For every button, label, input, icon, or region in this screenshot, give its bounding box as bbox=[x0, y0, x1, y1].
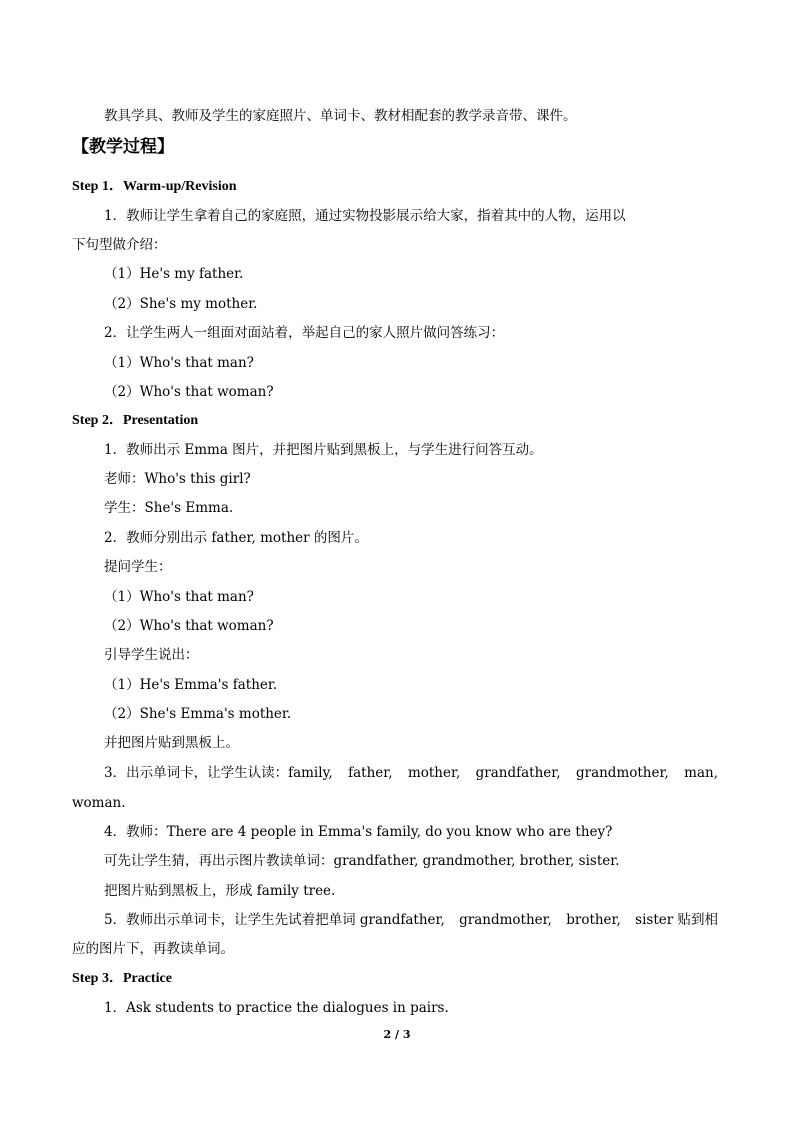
step1-question1: （1）Who's that man? bbox=[104, 355, 254, 371]
step2-item2: 2．教师分别出示 father, mother 的图片。 bbox=[104, 530, 368, 546]
step2-item5-cont: 应的图片下，再教读单词。 bbox=[72, 941, 234, 957]
step2-answer1: （1）He's Emma's father. bbox=[104, 677, 278, 693]
word: 5．教师出示单词卡，让学生先试着把单词 grandfather, bbox=[104, 912, 445, 928]
step1-item2: 2．让学生两人一组面对面站着，举起自己的家人照片做问答练习： bbox=[104, 325, 505, 341]
word: grandmother, bbox=[459, 912, 552, 928]
word: brother, bbox=[566, 912, 621, 928]
step2-item4-guess: 可先让学生猜，再出示图片教读单词：grandfather, grandmother, brother, sister. bbox=[104, 853, 620, 869]
step2-question2: （2）Who's that woman? bbox=[104, 618, 274, 634]
step2-item3 bbox=[104, 763, 718, 783]
word: grandmother, bbox=[575, 765, 669, 781]
step2-title: Step 2．Presentation bbox=[72, 413, 199, 428]
process-heading: 【教学过程】 bbox=[72, 137, 174, 157]
step2-item3-cont: woman. bbox=[72, 795, 126, 811]
step2-ask: 提问学生： bbox=[104, 559, 172, 575]
step2-item4: 4．教师：There are 4 people in Emma's family, do you know who are they? bbox=[104, 824, 613, 840]
step1-item1-cont: 下句型做介绍： bbox=[72, 237, 167, 253]
step1-item1: 1．教师让学生拿着自己的家庭照，通过实物投影展示给大家，指着其中的人物，运用以 bbox=[104, 208, 626, 224]
step2-answer2: （2）She's Emma's mother. bbox=[104, 706, 292, 722]
step2-student-line: 学生：She's Emma. bbox=[104, 500, 234, 516]
word: grandfather, bbox=[475, 765, 561, 781]
word: mother, bbox=[407, 765, 461, 781]
step3-title: Step 3．Practice bbox=[72, 971, 172, 986]
step2-paste: 并把图片贴到黑板上。 bbox=[104, 735, 239, 751]
word: sister 贴到相 bbox=[635, 912, 718, 928]
step3-item1: 1．Ask students to practice the dialogues in pairs. bbox=[104, 1000, 449, 1016]
page-number: 2 / 3 bbox=[383, 1028, 411, 1041]
word: father, bbox=[348, 765, 393, 781]
step1-sentence2: （2）She's my mother. bbox=[104, 296, 258, 312]
word: man, bbox=[684, 765, 718, 781]
materials-text: 教具学具、教师及学生的家庭照片、单词卡、教材相配套的教学录音带、课件。 bbox=[104, 108, 577, 124]
step2-teacher-line: 老师：Who's this girl? bbox=[104, 471, 251, 487]
step1-question2: （2）Who's that woman? bbox=[104, 384, 274, 400]
word: 3．出示单词卡，让学生认读：family, bbox=[104, 765, 333, 781]
step2-item4-tree: 把图片贴到黑板上，形成 family tree. bbox=[104, 883, 336, 899]
step1-title: Step 1．Warm-up/Revision bbox=[72, 179, 237, 194]
step2-question1: （1）Who's that man? bbox=[104, 589, 254, 605]
step2-guide: 引导学生说出： bbox=[104, 647, 199, 663]
step2-item1: 1．教师出示 Emma 图片，并把图片贴到黑板上，与学生进行问答互动。 bbox=[104, 442, 543, 458]
step1-sentence1: （1）He's my father. bbox=[104, 266, 244, 282]
step2-item5 bbox=[104, 910, 718, 930]
